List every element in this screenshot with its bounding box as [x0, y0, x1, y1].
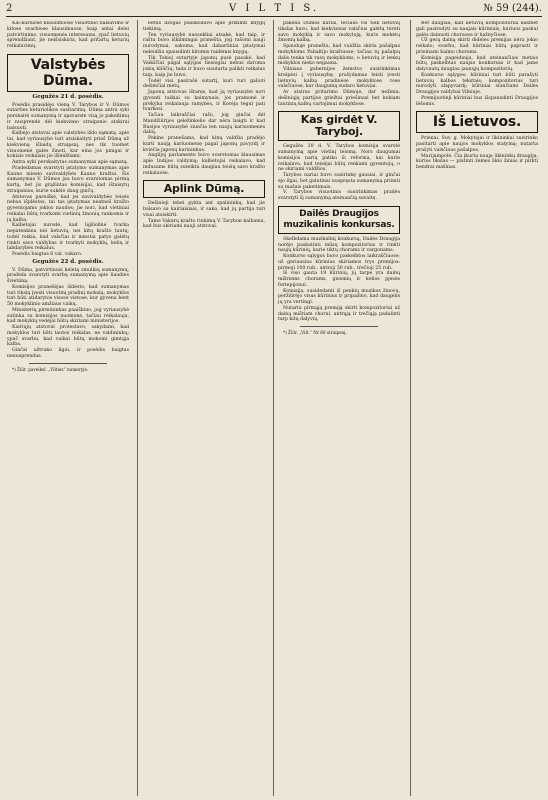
page-number: 2	[6, 3, 13, 14]
paragraph: Komisija, susidedanti iš penkių muzikos žinovų, peržiūrėjo visus kūrinius ir pripažino, kad daugelis jų yra vertingi.	[278, 288, 400, 305]
paragraph: Japonų atstovas ištaręs, kad jų vyriausybė nori gyventi taikiai su kaimynais; jos pramonė ir prekyba reikalauja ramybės, ir Korėja tegul pati tvarkosi.	[143, 90, 265, 113]
footnote: *) Žiūr. „Vilt.“ Nr 60 straipsnį.	[283, 330, 347, 335]
paragraph: Iš viso gauta 19 kūrinių; jų tarpe yra dainų mišriems chorams, giesmių ir kelios pjesės fortepijonui.	[278, 271, 400, 288]
section-headline: Kas girdėt V. Taryboj.	[278, 111, 400, 141]
column-2	[143, 21, 265, 796]
column-divider	[273, 20, 274, 796]
paragraph: Atstovas pareiškė, kad jei savivaldybės teisės nebus išplėstos, tai tas įstatymas neatneš krašto gyventojams jokios naudos; jie nori, kad vietiniai reikalai būtų tvarkomi vietinių žmonių rankomis ir jų kalba.	[7, 194, 129, 223]
paragraph: Ten vyriausybė nuosekliai atsakė, kad taip, ir raštu buvo iškilmingai pranešta, jog rašomi nauji nurodymai, sakoma, kad dabartiniai įstatymai neleidžia spausdinti kitomis raidėmis knygų.	[143, 32, 265, 55]
separator	[29, 363, 107, 364]
paragraph: Nutarta pirmąją premiją skirti kompozitoriui už dainą mišriam chorui, antrąją ir trečiąją padalinti tarp kitų dalyvių.	[278, 305, 400, 323]
footnote: *) Žiūr. paveiksl. „Vilties“ numeryje.	[12, 366, 89, 372]
paragraph: Premijuotieji kūriniai bus išspausdinti Draugijos lėšomis.	[416, 95, 538, 107]
paragraph: V. Tarybos visuotinis susirinkimas pradės svarstyti šį sumanymą ateinančią savaitę.	[278, 190, 400, 201]
paragraph: V. Dūma, patvirtinusi keletą smulkių sumanymų, pradėda svarstyti svarbų sumanymą apie liaudies švietimą.	[7, 267, 129, 284]
paragraph: Vilniaus gubernijos žemstvo susirinkimas kreipėsi į vyriausybę, prašydamas leisti įvesti lietuvių kalbą pradinėse mokyklose tose valsčiuose, kur daugumą sudaro lietuviai.	[278, 67, 400, 90]
paragraph: Konkurso sąlygos: kūriniai turi būti parašyti lietuvių kalbos tekstais; kompozitorius turi nurodyti slapyvardį; kūriniai siunčiami Dailės Draugijos valdybai Vilniuje.	[416, 72, 538, 95]
column-4	[416, 21, 538, 796]
column-divider	[410, 20, 411, 796]
paragraph: pakelia Dūmos nariai, tečiaus vis tiek lietuvių tikslas buvo, kad kiekvienas valsčius galėtų turėti savo mokyklą ir savo mokytoją, kuris mokėtų žmonių kalbą.	[278, 21, 400, 44]
paragraph: Posėdis baigtas 6 val. vakaro.	[12, 252, 83, 257]
paragraph: Bet daugiau, kad lietuvių kompozitoriai kasmet gali pasirodyti su naujais kūriniais, kuriuos paskui galės dainuoti choruose ir bažnyčiose.	[416, 21, 538, 38]
dateline: Gegužės 21 d. posėdis.	[32, 93, 104, 100]
paragraph: Todėl visi pasirašė sutartį, kuri turi galioti dešimčiai metų.	[143, 78, 265, 90]
paragraph: Gegužės 20 d. V. Tarybos komisija svarstė sumanymą apie vietinį teismą. Nors daugumai komisijos narių patiko ši reforma, kai kurie reikalavo, kad teisėjai būtų renkami gyventojų, o ne skiriami valdžios.	[278, 144, 400, 173]
paragraph: Posėdis prasidėjo vieną V. Tarybos ir V. Dūmos sutarties keturiolikos susitarimų. Dūma antra syki perskaitė sumanymą ir apsvarstė visą jo pakeitimų ir nusprendė dėl kiekvieno straipsnio atskirai balsuoti.	[7, 102, 129, 131]
paragraph: Komisijos pranešėjas išdėsto, kad sumanymas turi tikslą įvesti visuotinį pradinį mokslą; mokyklos turi būti atidarytos visose vietose, kur gyvena bent 50 mokyklinio amžiaus vaikų.	[7, 284, 129, 307]
section-headline: Valstybės Dūma.	[7, 54, 129, 92]
paragraph: Spaudoje pranešta, kad valdžia skiria pašalpas mokykloms Pabaltijo kraštuose; tačiau tų pašalpų dalis tenka tik rusų mokykloms, o lietuvių ir lenkų mokyklos nieko negauna.	[278, 44, 400, 67]
paragraph: bėtus ilzogas pasakodavo apie prikimti knygų tiekimą.	[143, 21, 265, 32]
paragraph: Anglijoj parlamente buvo svarstomas klausimas apie Indijos valdymą; kalbėtojai reikalavo, kad indusams būtų suteikta daugiau teisių savo krašto reikaluose.	[143, 153, 265, 176]
paragraph: Už gerą dainą skirti dideles premijas nėra jokio reikalo; svarbu, kad kūriniai būtų paprasti ir prieinami kaimo chorams.	[416, 38, 538, 55]
issue-number: № 59 (244).	[483, 3, 542, 14]
column-1	[7, 21, 129, 796]
paragraph: Konkurso sąlygos buvo paskelbtos laikraščiuose; už geriausius kūrinius skiriamos trys premijos: pirmoji 100 rub., antroji 50 rub., trečioji 25 rub.	[278, 254, 400, 271]
paragraph: Antra syki perskaitytas sumanymas apie sąmatą.	[12, 160, 128, 165]
paragraph: Tik Tokioj sutartyje japonų pusė pasakė, kad Vaikščiui pagal sąlygas tiesiogiai nebus daroma jokių kliūčių; tada ir buvo susitarta palikti reikalus taip, kaip jie buvo.	[143, 55, 265, 78]
page-header	[6, 3, 542, 17]
paragraph: Ministerių pirmininkas paaiškino, jog vyriausybė sutinka su komisijos nuomone, tačiau reikalauja, kad mokyklų vedėjai būtų skiriami ministerijos.	[7, 307, 129, 325]
intro-paragraph: Kai-kuriuose klausimuose visuotinio balsavimo ir kitose svarbiose klausimuose, kaip antai delei patvirtinimo, visuomenės interesams, ypač lietuvių sprendžiant, jie neišsiskiria, kad pritartų keturių reikalavimų.	[7, 21, 129, 49]
paragraph: Prienai, Suv. g. Mokytojai ir ūkininkai susirinko pasitarti apie naujos mokyklos statymą; nutarta prašyti valsčiaus pašalpos.	[416, 136, 538, 153]
paragraph: Kairiųjų atstovai protestavo, sakydami, kad mokyklos turi būti tautos reikalas, ne valdininkų; ypač svarbu, kad vaikai būtų mokomi gimtąja kalba.	[7, 325, 129, 348]
header-rule	[6, 16, 542, 17]
paragraph: Tame Vakarų krašto rinkimų V. Tarybon kalbama, kad bus skiriami nauji atstovai.	[143, 218, 265, 230]
dateline: Gegužės 22 d. posėdis.	[32, 258, 104, 265]
newspaper-title: V I L T I S.	[229, 3, 319, 14]
column-3	[278, 21, 400, 796]
separator	[300, 326, 378, 327]
paragraph: Tačiau laikraščiai rašo, jog ginčai dėl Mandžiūrijos geležinkelio dar nėra baigti ir kad Rusijos vyriausybė siunčia ten naujų kariuomenės dalių.	[143, 113, 265, 136]
paragraph: Pekine pranešama, kad kinų valdžia pradėjo kurti naują kariuomenę pagal japonų pavyzdį ir kviečia japonų karininkus.	[143, 136, 265, 153]
section-headline: Aplink Dūmą.	[143, 180, 265, 198]
paragraph: Ar atsiras pritarimo Dūmoje, dar nežinia; dešiniųjų partijos griežtai priešinasi bet kokiam tautinių kalbų vartojimui mokyklose.	[278, 90, 400, 107]
paragraph: Marijampolė. Čia įkurta nauja ūkininkų draugija, kurios tikslas — platinti žemės ūkio žinias ir pirkti bendrai mašinas.	[416, 153, 538, 170]
paragraph: Kalbėtojai nurodė, kad ligšiolinė tvarka nepatenkina nei lietuvių, nei kitų krašto tautų; todėl reikia, kad valsčiai ir miestai patys galėtų rinkti savo valdybas ir tvarkyti mokyklų, kelių ir labdarybės reikalus.	[7, 223, 129, 252]
paragraph: Pradedamas svarstyti įstatymo sumanymas apie Kauno miesto savivaldybės Kauno kraštui. Šis sumanymas V. Dūmos jau buvo svarstomas pirmą kartą, bet jis grąžintas komisijai, kad ištaisytų straipsnius, kurie sukėlė daug ginčų.	[7, 165, 129, 194]
section-headline: Iš Lietuvos.	[416, 111, 538, 133]
paragraph: Skelbdama muzikalinį konkursą, Dailės Draugija norėjo paskatinti mūsų kompozitorius ir rinkti naujų kūrinių, kurie tiktų chorams ir vargonams.	[278, 236, 400, 254]
paragraph: Dešinieji tebei pykta ant spalininkų, kad jie balsavo su kairiaisiais, ir sako, kad jų partija turi visai atsiskirti.	[143, 201, 265, 218]
paragraph: Kalbėjo atstovai apie valstybės iždo sąmatą, apie tai, kad vyriausybė turi atsiskaityti prieš Dūmą už kiekvieną išlaidų straipsnį, nes tik tuomet visuomenė galės žinoti, kur eina jos pinigai ir kokiais reikalais jie išleidžiami.	[7, 131, 129, 160]
paragraph: Tarybos nariai buvo susirinkę gausiai, ir ginčai ėjo ilgai, bet galutinai nuspręsta sumanymą priimti su mažais pakeitimais.	[278, 173, 400, 190]
paragraph: Ginčai užtruko ilgai, ir posėdis baigtas nenusprendus.	[7, 348, 129, 359]
paragraph: Komisija pageidauja, kad ateinančiais metais būtų paskelbtas naujas konkursas ir kad jame dalyvautų daugiau jaunųjų kompozitorių.	[416, 55, 538, 72]
section-headline: Dailės Draugijos muzikalinis konkursas.	[278, 206, 400, 234]
column-divider	[137, 20, 138, 796]
